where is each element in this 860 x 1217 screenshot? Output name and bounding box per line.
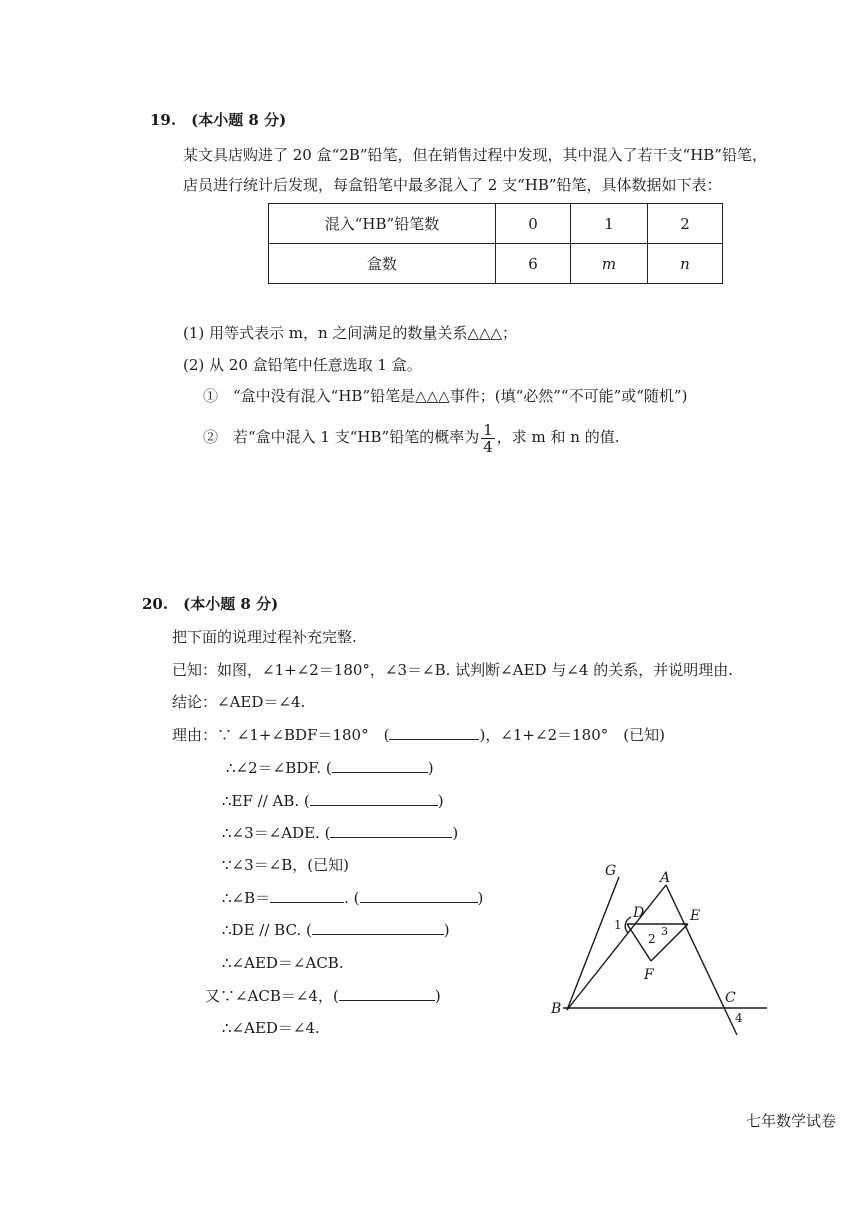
q19-sub1: ① “盒中没有混入“HB”铅笔是△△△事件；(填“必然”“不可能”或“随机”) bbox=[203, 387, 688, 405]
label-b: B bbox=[551, 1001, 562, 1017]
step-close: ) bbox=[477, 889, 484, 907]
answer-blank[interactable] bbox=[389, 725, 479, 740]
label-f: F bbox=[644, 967, 654, 983]
table-cell: 0 bbox=[496, 204, 571, 244]
label-3: 3 bbox=[661, 925, 668, 938]
step-text: ∴EF // AB. ( bbox=[222, 792, 310, 810]
q19-part1: (1) 用等式表示 m，n 之间满足的数量关系△△△； bbox=[183, 324, 518, 342]
step-close: ) bbox=[437, 792, 444, 810]
step-text: ∴∠3＝∠ADE. ( bbox=[222, 824, 331, 842]
step-text: . ( bbox=[344, 889, 360, 907]
q20-step2 bbox=[222, 791, 444, 811]
table-cell: 混入“HB”铅笔数 bbox=[269, 204, 496, 244]
q20-step7: ∴∠AED＝∠ACB. bbox=[222, 954, 344, 972]
label-g: G bbox=[605, 863, 617, 879]
label-2: 2 bbox=[648, 932, 656, 946]
q20-step4: ∵∠3＝∠B，(已知) bbox=[222, 856, 349, 874]
geometry-figure bbox=[545, 855, 775, 1045]
q20-conclusion: 结论：∠AED＝∠4. bbox=[172, 693, 306, 711]
page-footer: 七年数学试卷 bbox=[745, 1112, 836, 1130]
q20-step5 bbox=[222, 888, 483, 908]
table-row bbox=[269, 204, 723, 244]
probability-fraction bbox=[481, 422, 495, 455]
hb-pencil-table bbox=[268, 203, 723, 284]
fraction-denominator: 4 bbox=[483, 437, 493, 456]
answer-blank[interactable] bbox=[310, 791, 438, 806]
q20-step9: ∴∠AED＝∠4. bbox=[222, 1019, 320, 1037]
step-close: ) bbox=[427, 759, 434, 777]
q19-part2: (2) 从 20 盒铅笔中任意选取 1 盒。 bbox=[183, 356, 422, 374]
table-cell: 2 bbox=[648, 204, 723, 244]
table-cell: m bbox=[571, 244, 648, 284]
step-text: ∴DE // BC. ( bbox=[222, 921, 312, 939]
q19-sub2-after: ，求 m 和 n 的值. bbox=[496, 428, 620, 446]
q19-heading: 19. (本小题 8 分) bbox=[150, 111, 287, 129]
line-ga-b bbox=[567, 877, 619, 1010]
table-cell: n bbox=[648, 244, 723, 284]
q20-given: 已知：如图，∠1+∠2＝180°，∠3＝∠B. 试判断∠AED 与∠4 的关系，并说明理由. bbox=[172, 661, 733, 679]
table-cell: 6 bbox=[496, 244, 571, 284]
line-ef bbox=[651, 924, 688, 961]
q19-sub2 bbox=[203, 420, 619, 455]
reason-text-a: 理由：∵ ∠1+∠BDF＝180° ( bbox=[172, 726, 390, 744]
answer-blank[interactable] bbox=[330, 823, 452, 838]
reason-text-b: )，∠1+∠2＝180° (已知) bbox=[479, 726, 665, 744]
answer-blank[interactable] bbox=[360, 888, 478, 903]
answer-blank[interactable] bbox=[332, 758, 428, 773]
q20-reason bbox=[172, 725, 665, 745]
q19-intro-line1: 某文具店购进了 20 盒“2B”铅笔，但在销售过程中发现，其中混入了若干支“HB”铅笔， bbox=[183, 146, 767, 164]
label-4: 4 bbox=[735, 1011, 743, 1025]
q20-heading: 20. (本小题 8 分) bbox=[142, 595, 279, 613]
line-ab bbox=[567, 885, 666, 1010]
q20-step1 bbox=[226, 758, 434, 778]
q20-step3 bbox=[222, 823, 458, 843]
label-a: A bbox=[660, 870, 671, 886]
table-cell: 盒数 bbox=[269, 244, 496, 284]
q20-instruction: 把下面的说理过程补充完整. bbox=[172, 628, 357, 646]
label-c: C bbox=[725, 990, 736, 1006]
line-ac bbox=[666, 885, 737, 1035]
q19-intro-line2: 店员进行统计后发现，每盒铅笔中最多混入了 2 支“HB”铅笔，具体数据如下表： bbox=[183, 176, 722, 194]
answer-blank[interactable] bbox=[312, 920, 444, 935]
answer-blank[interactable] bbox=[270, 888, 344, 903]
step-close: ) bbox=[434, 987, 441, 1005]
table-row bbox=[269, 244, 723, 284]
fraction-numerator: 1 bbox=[483, 420, 493, 439]
label-1: 1 bbox=[614, 918, 622, 932]
table-cell: 1 bbox=[571, 204, 648, 244]
q19-sub2-before: ② 若“盒中混入 1 支“HB”铅笔的概率为 bbox=[203, 428, 480, 446]
step-text: ∴∠B＝ bbox=[222, 889, 271, 907]
label-e: E bbox=[690, 908, 701, 924]
label-d: D bbox=[633, 905, 645, 921]
answer-blank[interactable] bbox=[339, 986, 435, 1001]
q20-step8 bbox=[205, 986, 441, 1006]
step-close: ) bbox=[452, 824, 459, 842]
step-text: 又∵∠ACB＝∠4，( bbox=[205, 987, 339, 1005]
step-close: ) bbox=[443, 921, 450, 939]
q20-step6 bbox=[222, 920, 450, 940]
step-text: ∴∠2＝∠BDF. ( bbox=[226, 759, 332, 777]
